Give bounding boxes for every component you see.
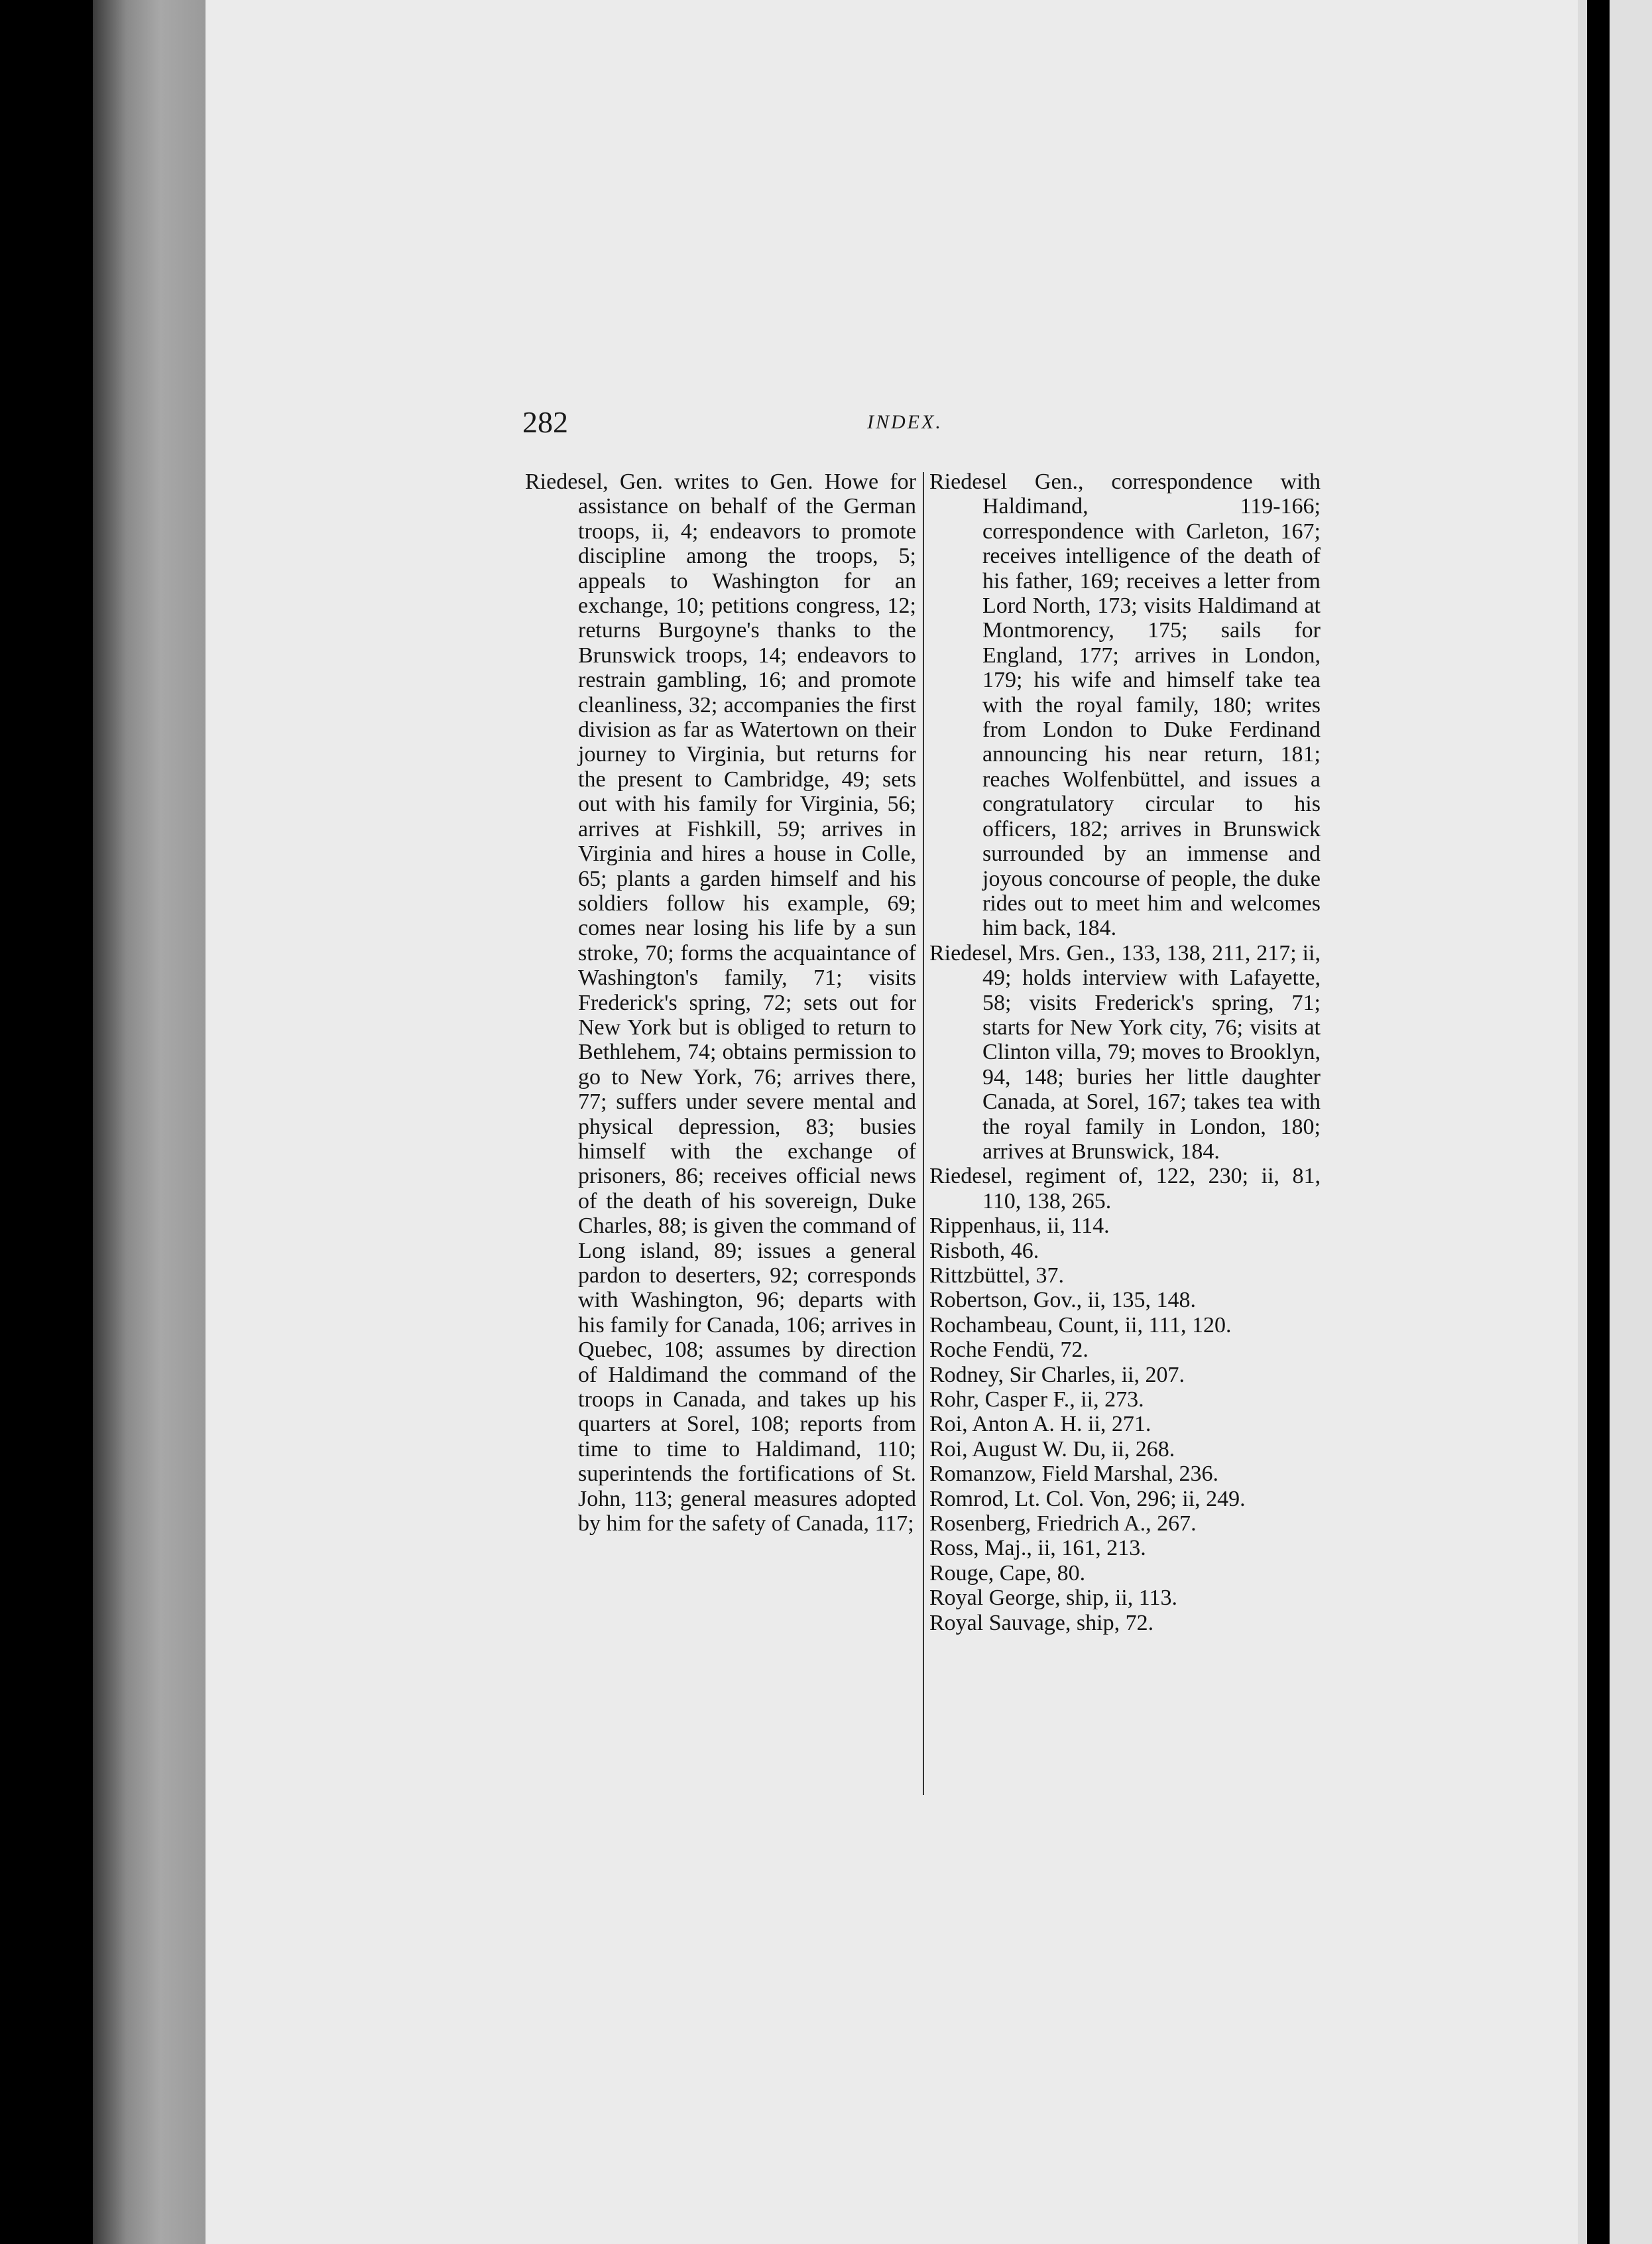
index-entry: Robertson, Gov., ii, 135, 148. bbox=[929, 1288, 1197, 1313]
page-header bbox=[522, 405, 960, 451]
index-entry: Rosenberg, Friedrich A., 267. bbox=[929, 1511, 1197, 1536]
column-divider bbox=[923, 472, 924, 1795]
index-entry: Roche Fendü, 72. bbox=[929, 1338, 1089, 1363]
index-column-right bbox=[929, 469, 1321, 1635]
index-entry: Royal George, ship, ii, 113. bbox=[929, 1586, 1177, 1611]
index-entry: Roi, Anton A. H. ii, 271. bbox=[929, 1412, 1151, 1437]
index-entry: Rochambeau, Count, ii, 111, 120. bbox=[929, 1312, 1232, 1338]
index-entry: Ross, Maj., ii, 161, 213. bbox=[929, 1536, 1146, 1561]
running-head: INDEX. bbox=[867, 411, 943, 433]
index-entry: Rouge, Cape, 80. bbox=[929, 1560, 1086, 1586]
adjacent-page bbox=[1610, 0, 1652, 2244]
index-entry: Rittzbüttel, 37. bbox=[929, 1263, 1065, 1288]
index-entry: Romanzow, Field Marshal, 236. bbox=[929, 1462, 1218, 1487]
index-entry: Roi, August W. Du, ii, 268. bbox=[929, 1436, 1175, 1462]
page-number: 282 bbox=[522, 405, 568, 439]
book-binding bbox=[93, 0, 206, 2244]
index-entry: Riedesel, Gen. writes to Gen. Howe for assistance on behalf of the German troops, ii, 4; endeavors to promote discipline among the troops, 5; appeals to Washington for an exchange, 10; petitions congress, 12; returns Burgoyne's thanks to the Brunswick troops, 14; endeavors to restrain gambling, 16; and promote cleanliness, 32; accompanies the first division as far as Watertown on their journey to Virginia, but returns for the present to Cambridge, 49; sets out with his family for Virginia, 56; arrives at Fishkill, 59; arrives in Virginia and hires a house in Colle, 65; plants a garden himself and his soldiers follow his example, 69; comes near losing his life by a sun stroke, 70; forms the acquaintance of Washington's family, 71; visits Frederick's spring, 72; sets out for New York but is obliged to return to Bethlehem, 74; obtains permission to go to New York, 76; arrives there, 77; suffers under severe mental and physical depression, 83; busies himself with the exchange of prisoners, 86; receives official news of the death of his sovereign, Duke Charles, 88; is given the command of Long island, 89; issues a general pardon to deserters, 92; corresponds with Washington, 96; departs with his family for Canada, 106; arrives in Quebec, 108; assumes by direction of Haldimand the command of the troops in Canada, and takes up his quarters at Sorel, 108; reports from time to time to Haldimand, 110; superintends the fortifications of St. John, 113; general measures adopted by him for the safety of Canada, 117; bbox=[525, 469, 916, 1536]
index-entry: Rippenhaus, ii, 114. bbox=[929, 1214, 1110, 1239]
index-entry: Riedesel, regiment of, 122, 230; ii, 81, 110, 138, 265. bbox=[929, 1164, 1321, 1214]
index-entry: Risboth, 46. bbox=[929, 1238, 1039, 1263]
index-entry: Riedesel Gen., correspondence with Haldimand, 119-166; correspondence with Carleton, 167; receives intelligence of the death of his father, 169; receives a letter from Lord North, 173; visits Haldimand at Montmorency, 175; sails for England, 177; arrives in London, 179; his wife and himself take tea with the royal family, 180; writes from London to Duke Ferdinand announcing his near return, 181; reaches Wolfenbüttel, and issues a congratulatory circular to his officers, 182; arrives in Brunswick surrounded by an immense and joyous concourse of people, the duke rides out to meet him and welcomes him back, 184. bbox=[929, 469, 1321, 941]
index-entry: Rohr, Casper F., ii, 273. bbox=[929, 1387, 1144, 1412]
index-entry: Royal Sauvage, ship, 72. bbox=[929, 1610, 1154, 1635]
page-edge bbox=[1578, 0, 1587, 2244]
index-entry: Riedesel, Mrs. Gen., 133, 138, 211, 217; ii, 49; holds interview with Lafayette, 58; visits Frederick's spring, 71; starts for New York city, 76; visits at Clinton villa, 79; moves to Brooklyn, 94, 148; buries her little daughter Canada, at Sorel, 167; takes tea with the royal family in London, 180; arrives at Brunswick, 184. bbox=[929, 940, 1321, 1164]
index-entry: Romrod, Lt. Col. Von, 296; ii, 249. bbox=[929, 1486, 1246, 1511]
index-column-left bbox=[525, 469, 916, 1536]
index-entry: Rodney, Sir Charles, ii, 207. bbox=[929, 1362, 1185, 1387]
